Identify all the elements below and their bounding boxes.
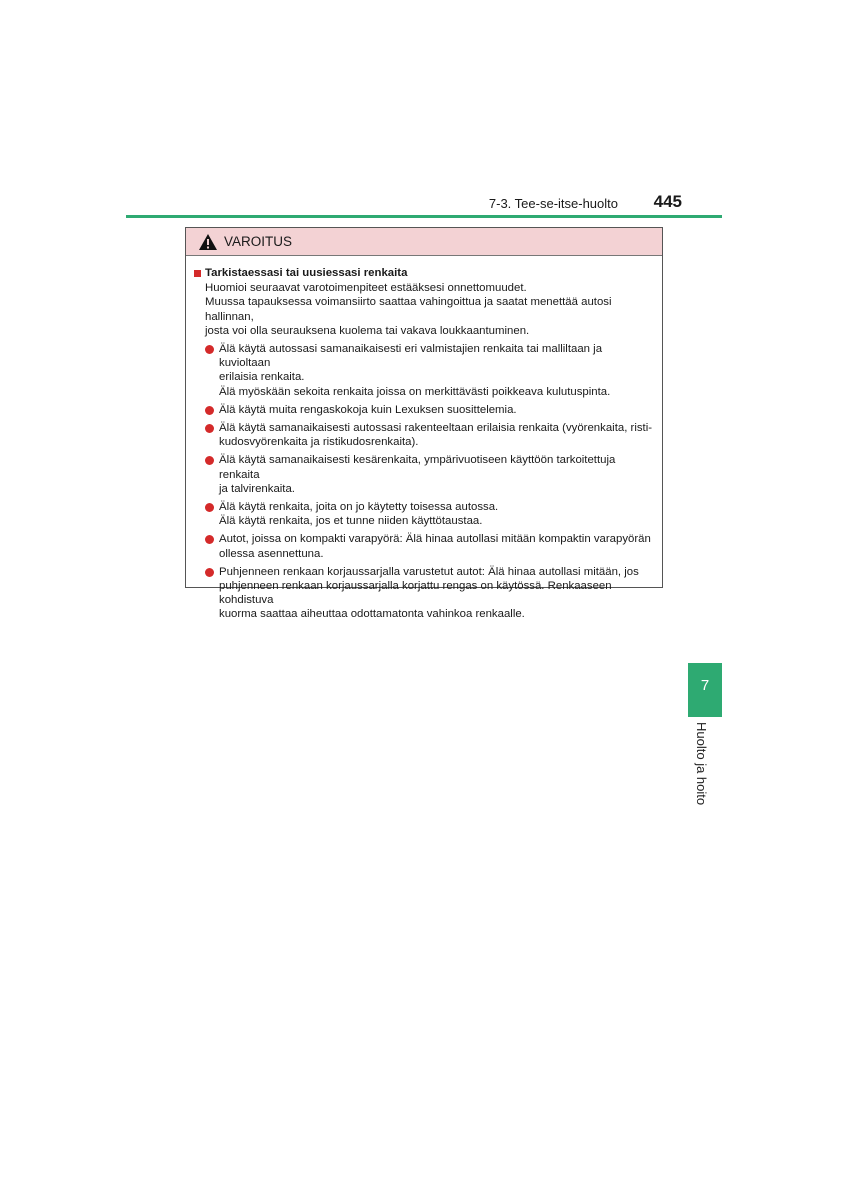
section-title: 7-3. Tee-se-itse-huolto: [488, 196, 618, 211]
warning-title: VAROITUS: [224, 234, 293, 249]
bullet-line: kuorma saattaa aiheuttaa odottamatonta vahinkoa renkaalle.: [219, 608, 525, 621]
list-item: [205, 565, 654, 622]
list-item: [205, 500, 654, 528]
bullet-line: ja talvirenkaita.: [219, 482, 295, 495]
bullet-line: erilaisia renkaita.: [219, 371, 305, 384]
list-item: [205, 421, 654, 449]
chapter-tab[interactable]: [688, 663, 722, 717]
round-bullet-icon: [205, 456, 214, 465]
header-rule: [126, 215, 722, 218]
page-header: [126, 190, 722, 218]
round-bullet-icon: [205, 406, 214, 415]
intro-paragraph: [205, 281, 654, 338]
bullet-list: [205, 342, 654, 622]
bullet-line: Autot, joissa on kompakti varapyörä: Älä hinaa autollasi mitään kompaktin varapyörän: [219, 533, 651, 546]
intro-line: Muussa tapauksessa voimansiirto saattaa vahingoittua ja saatat menettää autosi hallinnan,: [205, 296, 612, 323]
bullet-line: Älä käytä renkaita, joita on jo käytetty toisessa autossa.: [219, 501, 499, 514]
warning-triangle-icon: [198, 233, 218, 251]
chapter-label: Huolto ja hoito: [694, 722, 709, 806]
round-bullet-icon: [205, 535, 214, 544]
bullet-line: Älä myöskään sekoita renkaita joissa on merkittävästi poikkeava kulutuspinta.: [219, 385, 611, 398]
page-number: 445: [653, 192, 682, 211]
warning-box: [185, 227, 663, 621]
intro-line: Huomioi seuraavat varotoimenpiteet estääksesi onnettomuudet.: [205, 282, 527, 295]
bullet-line: Älä käytä muita rengaskokoja kuin Lexuksen suosittelemia.: [219, 403, 517, 416]
bullet-line: Älä käytä autossasi samanaikaisesti eri valmistajien renkaita tai malliltaan ja kuvioltaan: [219, 343, 603, 370]
bullet-line: Älä käytä samanaikaisesti kesärenkaita, ympärivuotiseen käyttöön tarkoitettuja renkaita: [219, 454, 616, 481]
chapter-number: 7: [700, 677, 710, 694]
list-item: [205, 453, 654, 496]
round-bullet-icon: [205, 424, 214, 433]
bullet-line: Puhjenneen renkaan korjaussarjalla varustetut autot: Älä hinaa autollasi mitään, jos: [219, 565, 639, 578]
bullet-line: puhjenneen renkaan korjaussarjalla korjattu rengas on käytössä. Renkaaseen kohdistuva: [219, 580, 612, 607]
list-item: [205, 403, 654, 417]
warning-content: [186, 256, 662, 622]
list-item: [205, 342, 654, 399]
intro-line: josta voi olla seurauksena kuolema tai vakava loukkaantuminen.: [205, 324, 530, 337]
list-item: [205, 532, 654, 560]
warning-section-title: [194, 266, 654, 280]
warning-header: [186, 228, 662, 256]
bullet-line: Älä käytä renkaita, jos et tunne niiden käyttötaustaa.: [219, 515, 483, 528]
bullet-line: kudosvyörenkaita ja ristikudosrenkaita).: [219, 436, 419, 449]
round-bullet-icon: [205, 345, 214, 354]
bullet-line: ollessa asennettuna.: [219, 547, 324, 560]
square-bullet-icon: [194, 270, 201, 277]
bullet-line: Älä käytä samanaikaisesti autossasi rakenteeltaan erilaisia renkaita (vyörenkaita, risti-: [219, 422, 653, 435]
round-bullet-icon: [205, 503, 214, 512]
section-heading: Tarkistaessasi tai uusiessasi renkaita: [205, 267, 408, 279]
round-bullet-icon: [205, 568, 214, 577]
